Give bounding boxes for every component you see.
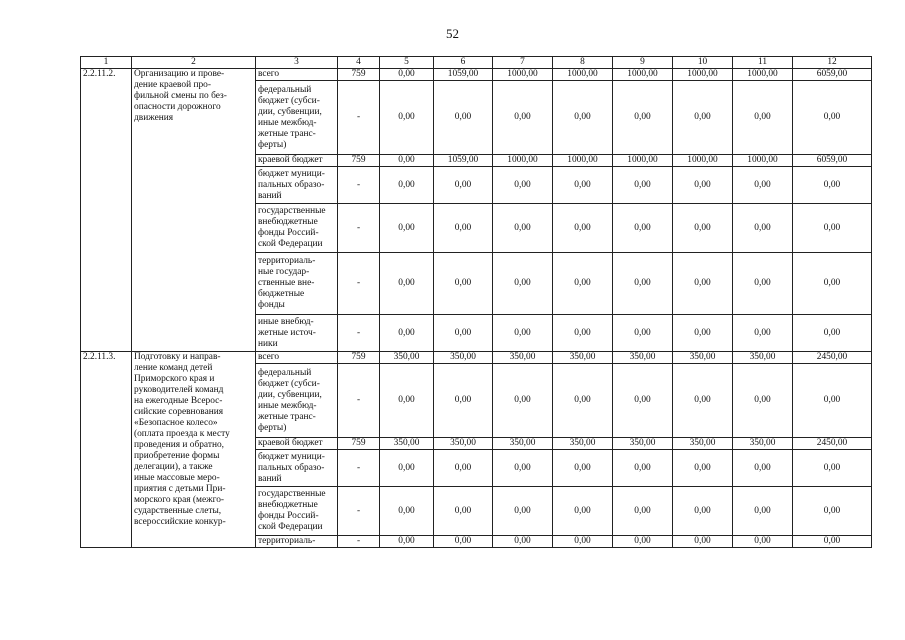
year-value-cell: 0,00	[434, 487, 493, 536]
year-value-cell: 0,00	[613, 364, 673, 438]
year-value-cell: 350,00	[673, 352, 733, 364]
year-value-cell: 0,00	[553, 487, 613, 536]
header-cell: 7	[493, 57, 553, 69]
year-value-cell: 0,00	[613, 536, 673, 548]
table-row	[81, 352, 872, 364]
funding-source: территориаль- ные государ- ственные вне- бюджетные фонды	[256, 253, 338, 315]
year-value-cell: 0,00	[380, 487, 434, 536]
year-value-cell: 0,00	[380, 204, 434, 253]
year-value-cell: 0,00	[733, 81, 793, 155]
funding-source: федеральный бюджет (субси- дии, субвенции, иные межбюд- жетные транс- ферты)	[256, 81, 338, 155]
total-value-cell: 6059,00	[793, 155, 872, 167]
funding-source: государственные внебюджетные фонды Россий- ской Федерации	[256, 204, 338, 253]
year-value-cell: 350,00	[380, 352, 434, 364]
year-value-cell: 0,00	[553, 364, 613, 438]
year-value-cell: 0,00	[673, 364, 733, 438]
header-cell: 6	[434, 57, 493, 69]
year-value-cell: 0,00	[553, 315, 613, 352]
year-value-cell: 0,00	[553, 253, 613, 315]
year-value-cell: 0,00	[613, 167, 673, 204]
header-cell: 3	[256, 57, 338, 69]
budget-code-cell: -	[338, 450, 380, 487]
year-value-cell: 350,00	[553, 352, 613, 364]
year-value-cell: 0,00	[613, 315, 673, 352]
budget-code-cell: -	[338, 81, 380, 155]
year-value-cell: 0,00	[380, 253, 434, 315]
year-value-cell: 0,00	[553, 204, 613, 253]
budget-code-cell: 759	[338, 155, 380, 167]
year-value-cell: 350,00	[613, 438, 673, 450]
header-cell: 2	[132, 57, 256, 69]
budget-code-cell: -	[338, 487, 380, 536]
year-value-cell: 0,00	[613, 487, 673, 536]
funding-source: бюджет муници- пальных образо- ваний	[256, 167, 338, 204]
budget-code-cell: -	[338, 364, 380, 438]
year-value-cell: 0,00	[493, 253, 553, 315]
funding-source: территориаль-	[256, 536, 338, 548]
total-value-cell: 0,00	[793, 167, 872, 204]
year-value-cell: 0,00	[493, 364, 553, 438]
year-value-cell: 0,00	[673, 536, 733, 548]
year-value-cell: 350,00	[673, 438, 733, 450]
year-value-cell: 1000,00	[673, 155, 733, 167]
year-value-cell: 0,00	[733, 450, 793, 487]
budget-code-cell: 759	[338, 438, 380, 450]
funding-source: краевой бюджет	[256, 438, 338, 450]
total-value-cell: 6059,00	[793, 69, 872, 81]
header-cell: 1	[81, 57, 132, 69]
header-cell: 4	[338, 57, 380, 69]
year-value-cell: 350,00	[733, 438, 793, 450]
budget-code-cell: -	[338, 315, 380, 352]
year-value-cell: 350,00	[553, 438, 613, 450]
year-value-cell: 0,00	[733, 253, 793, 315]
total-value-cell: 0,00	[793, 81, 872, 155]
total-value-cell: 0,00	[793, 364, 872, 438]
funding-source: краевой бюджет	[256, 155, 338, 167]
header-cell: 11	[733, 57, 793, 69]
year-value-cell: 0,00	[673, 253, 733, 315]
year-value-cell: 350,00	[493, 438, 553, 450]
total-value-cell: 2450,00	[793, 352, 872, 364]
total-value-cell: 0,00	[793, 450, 872, 487]
year-value-cell: 0,00	[493, 450, 553, 487]
year-value-cell: 1000,00	[733, 155, 793, 167]
budget-code-cell: -	[338, 253, 380, 315]
year-value-cell: 0,00	[380, 315, 434, 352]
year-value-cell: 1000,00	[673, 69, 733, 81]
budget-code-cell: -	[338, 536, 380, 548]
year-value-cell: 0,00	[493, 487, 553, 536]
header-cell: 8	[553, 57, 613, 69]
year-value-cell: 0,00	[733, 364, 793, 438]
funding-source: всего	[256, 69, 338, 81]
year-value-cell: 0,00	[613, 253, 673, 315]
year-value-cell: 350,00	[493, 352, 553, 364]
funding-source: иные внебюд- жетные источ- ники	[256, 315, 338, 352]
year-value-cell: 1000,00	[613, 155, 673, 167]
year-value-cell: 0,00	[553, 450, 613, 487]
total-value-cell: 0,00	[793, 204, 872, 253]
year-value-cell: 0,00	[380, 450, 434, 487]
year-value-cell: 0,00	[493, 167, 553, 204]
item-name: Подготовку и направ- ление команд детей Приморского края и руководителей команд на ежегодные Всерос- сийские соревнования «Безопасное колесо» (оплата проезда к месту проведения и обратно, приобретение формы делегации), а также иные массовые меро- приятия с детьми При- морского края (межго- сударственные слеты, всероссийские конкур-	[132, 352, 256, 548]
year-value-cell: 0,00	[434, 450, 493, 487]
year-value-cell: 0,00	[673, 81, 733, 155]
year-value-cell: 0,00	[733, 167, 793, 204]
year-value-cell: 0,00	[434, 253, 493, 315]
year-value-cell: 1000,00	[493, 155, 553, 167]
year-value-cell: 1000,00	[613, 69, 673, 81]
year-value-cell: 1000,00	[553, 69, 613, 81]
year-value-cell: 1059,00	[434, 69, 493, 81]
year-value-cell: 350,00	[434, 352, 493, 364]
year-value-cell: 0,00	[733, 204, 793, 253]
year-value-cell: 0,00	[493, 204, 553, 253]
year-value-cell: 0,00	[553, 81, 613, 155]
year-value-cell: 0,00	[733, 536, 793, 548]
year-value-cell: 0,00	[434, 204, 493, 253]
item-code: 2.2.11.2.	[81, 69, 132, 352]
year-value-cell: 1000,00	[553, 155, 613, 167]
budget-code-cell: 759	[338, 69, 380, 81]
year-value-cell: 0,00	[553, 536, 613, 548]
year-value-cell: 1000,00	[493, 69, 553, 81]
funding-source: государственные внебюджетные фонды Россий- ской Федерации	[256, 487, 338, 536]
year-value-cell: 0,00	[434, 364, 493, 438]
header-cell: 12	[793, 57, 872, 69]
year-value-cell: 0,00	[493, 81, 553, 155]
year-value-cell: 0,00	[733, 487, 793, 536]
year-value-cell: 0,00	[493, 315, 553, 352]
year-value-cell: 1000,00	[733, 69, 793, 81]
budget-table	[80, 56, 872, 548]
total-value-cell: 0,00	[793, 536, 872, 548]
year-value-cell: 0,00	[434, 315, 493, 352]
year-value-cell: 0,00	[380, 69, 434, 81]
year-value-cell: 0,00	[673, 167, 733, 204]
year-value-cell: 0,00	[673, 315, 733, 352]
header-cell: 5	[380, 57, 434, 69]
header-cell: 9	[613, 57, 673, 69]
item-code: 2.2.11.3.	[81, 352, 132, 548]
year-value-cell: 350,00	[733, 352, 793, 364]
year-value-cell: 0,00	[434, 81, 493, 155]
year-value-cell: 350,00	[434, 438, 493, 450]
total-value-cell: 2450,00	[793, 438, 872, 450]
year-value-cell: 0,00	[434, 536, 493, 548]
year-value-cell: 0,00	[553, 167, 613, 204]
item-name: Организацию и прове- дение краевой про- фильной смены по без- опасности дорожного движения	[132, 69, 256, 352]
year-value-cell: 0,00	[493, 536, 553, 548]
header-row	[81, 57, 872, 69]
header-cell: 10	[673, 57, 733, 69]
year-value-cell: 0,00	[733, 315, 793, 352]
budget-code-cell: 759	[338, 352, 380, 364]
funding-source: бюджет муници- пальных образо- ваний	[256, 450, 338, 487]
year-value-cell: 0,00	[673, 204, 733, 253]
year-value-cell: 0,00	[613, 81, 673, 155]
year-value-cell: 0,00	[380, 167, 434, 204]
year-value-cell: 0,00	[380, 364, 434, 438]
year-value-cell: 0,00	[613, 204, 673, 253]
year-value-cell: 0,00	[613, 450, 673, 487]
year-value-cell: 0,00	[673, 450, 733, 487]
year-value-cell: 350,00	[613, 352, 673, 364]
table-row	[81, 69, 872, 81]
year-value-cell: 0,00	[380, 536, 434, 548]
total-value-cell: 0,00	[793, 315, 872, 352]
total-value-cell: 0,00	[793, 253, 872, 315]
budget-code-cell: -	[338, 204, 380, 253]
year-value-cell: 0,00	[380, 155, 434, 167]
page-number: 52	[446, 26, 459, 41]
year-value-cell: 1059,00	[434, 155, 493, 167]
year-value-cell: 0,00	[673, 487, 733, 536]
year-value-cell: 350,00	[380, 438, 434, 450]
year-value-cell: 0,00	[380, 81, 434, 155]
budget-code-cell: -	[338, 167, 380, 204]
funding-source: всего	[256, 352, 338, 364]
funding-source: федеральный бюджет (субси- дии, субвенции, иные межбюд- жетные транс- ферты)	[256, 364, 338, 438]
total-value-cell: 0,00	[793, 487, 872, 536]
year-value-cell: 0,00	[434, 167, 493, 204]
